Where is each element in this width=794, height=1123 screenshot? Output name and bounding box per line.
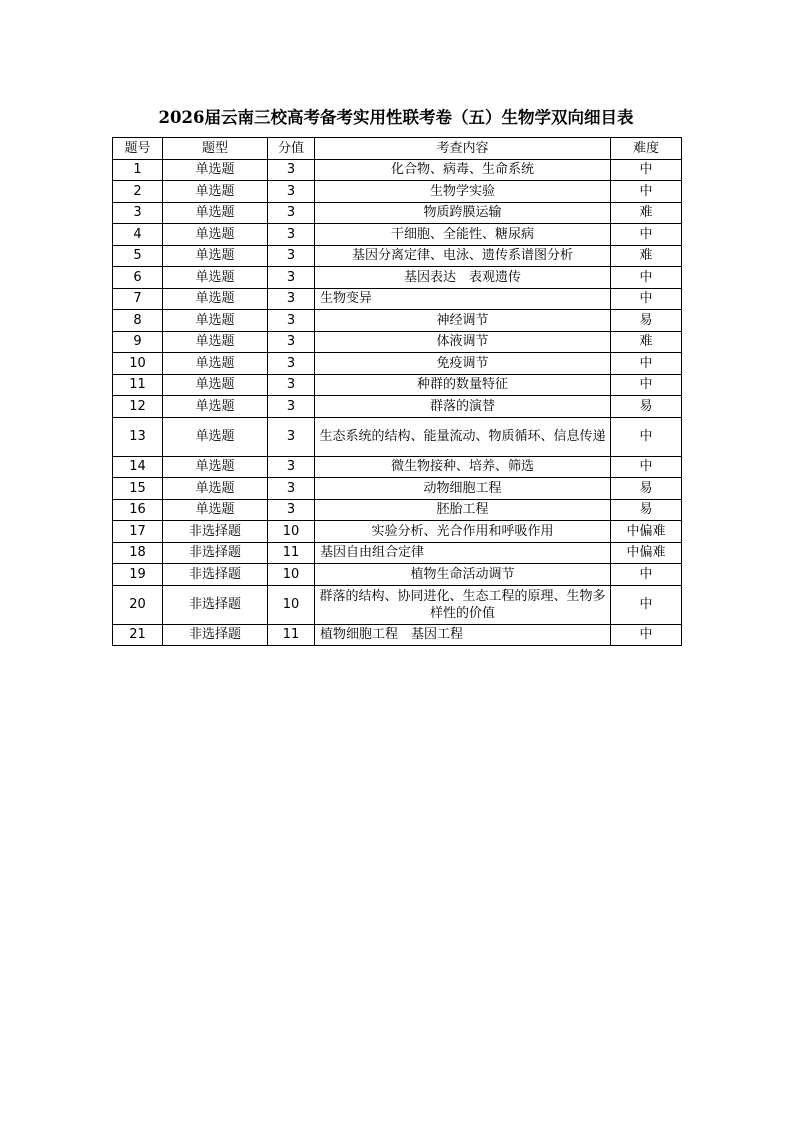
table-row <box>113 331 682 353</box>
cell-content: 植物细胞工程 基因工程 <box>315 624 611 646</box>
cell-difficulty: 难 <box>611 202 682 224</box>
cell-type: 单选题 <box>163 310 268 332</box>
cell-difficulty: 中 <box>611 267 682 289</box>
cell-content: 化合物、病毒、生命系统 <box>315 159 611 181</box>
cell-type: 单选题 <box>163 245 268 267</box>
cell-difficulty: 中 <box>611 374 682 396</box>
table-row <box>113 374 682 396</box>
table-row <box>113 224 682 246</box>
table-row <box>113 396 682 418</box>
cell-type: 单选题 <box>163 331 268 353</box>
cell-no: 20 <box>113 585 163 624</box>
cell-no: 14 <box>113 456 163 478</box>
cell-no: 11 <box>113 374 163 396</box>
table-row <box>113 288 682 310</box>
cell-difficulty: 中 <box>611 564 682 586</box>
cell-content: 生态系统的结构、能量流动、物质循环、信息传递 <box>315 417 611 456</box>
cell-content: 动物细胞工程 <box>315 478 611 500</box>
cell-type: 单选题 <box>163 396 268 418</box>
cell-no: 9 <box>113 331 163 353</box>
cell-score: 3 <box>268 353 315 375</box>
cell-no: 13 <box>113 417 163 456</box>
cell-difficulty: 中 <box>611 224 682 246</box>
document-title: 2026届云南三校高考备考实用性联考卷（五）生物学双向细目表 <box>158 108 634 127</box>
cell-content: 基因自由组合定律 <box>315 542 611 564</box>
cell-type: 单选题 <box>163 499 268 521</box>
cell-score: 3 <box>268 478 315 500</box>
cell-type: 单选题 <box>163 224 268 246</box>
table-row <box>113 542 682 564</box>
table-row <box>113 417 682 456</box>
cell-no: 6 <box>113 267 163 289</box>
cell-content: 生物学实验 <box>315 181 611 203</box>
cell-score: 3 <box>268 202 315 224</box>
cell-type: 单选题 <box>163 159 268 181</box>
cell-content: 植物生命活动调节 <box>315 564 611 586</box>
cell-content: 群落的结构、协同进化、生态工程的原理、生物多样性的价值 <box>315 585 611 624</box>
cell-score: 3 <box>268 159 315 181</box>
cell-type: 非选择题 <box>163 585 268 624</box>
cell-difficulty: 易 <box>611 499 682 521</box>
table-row <box>113 181 682 203</box>
cell-content: 微生物接种、培养、筛选 <box>315 456 611 478</box>
cell-score: 3 <box>268 456 315 478</box>
cell-content: 基因表达 表观遗传 <box>315 267 611 289</box>
table-row <box>113 585 682 624</box>
cell-score: 3 <box>268 288 315 310</box>
table-row <box>113 499 682 521</box>
cell-content: 种群的数量特征 <box>315 374 611 396</box>
table-row <box>113 521 682 543</box>
header-question-type: 题型 <box>163 138 268 160</box>
cell-content: 实验分析、光合作用和呼吸作用 <box>315 521 611 543</box>
cell-no: 12 <box>113 396 163 418</box>
cell-no: 17 <box>113 521 163 543</box>
cell-score: 3 <box>268 224 315 246</box>
table-row <box>113 159 682 181</box>
cell-score: 3 <box>268 331 315 353</box>
cell-type: 非选择题 <box>163 521 268 543</box>
cell-type: 单选题 <box>163 456 268 478</box>
cell-difficulty: 难 <box>611 331 682 353</box>
cell-type: 非选择题 <box>163 564 268 586</box>
cell-score: 3 <box>268 417 315 456</box>
cell-content: 生物变异 <box>315 288 611 310</box>
cell-difficulty: 中 <box>611 181 682 203</box>
cell-score: 10 <box>268 521 315 543</box>
cell-difficulty: 中 <box>611 417 682 456</box>
cell-type: 单选题 <box>163 478 268 500</box>
cell-score: 3 <box>268 245 315 267</box>
header-score: 分值 <box>268 138 315 160</box>
cell-content: 干细胞、全能性、糖尿病 <box>315 224 611 246</box>
cell-difficulty: 易 <box>611 478 682 500</box>
cell-score: 3 <box>268 374 315 396</box>
cell-no: 8 <box>113 310 163 332</box>
cell-difficulty: 中 <box>611 288 682 310</box>
cell-content: 免疫调节 <box>315 353 611 375</box>
cell-no: 16 <box>113 499 163 521</box>
cell-content: 群落的演替 <box>315 396 611 418</box>
table-row <box>113 456 682 478</box>
cell-difficulty: 难 <box>611 245 682 267</box>
cell-score: 3 <box>268 499 315 521</box>
cell-no: 19 <box>113 564 163 586</box>
cell-score: 3 <box>268 181 315 203</box>
cell-type: 单选题 <box>163 374 268 396</box>
header-difficulty: 难度 <box>611 138 682 160</box>
cell-type: 单选题 <box>163 267 268 289</box>
cell-difficulty: 中偏难 <box>611 542 682 564</box>
table-row <box>113 353 682 375</box>
cell-type: 单选题 <box>163 417 268 456</box>
cell-content: 物质跨膜运输 <box>315 202 611 224</box>
cell-no: 10 <box>113 353 163 375</box>
header-content: 考查内容 <box>315 138 611 160</box>
cell-no: 2 <box>113 181 163 203</box>
cell-difficulty: 中 <box>611 624 682 646</box>
cell-score: 3 <box>268 396 315 418</box>
cell-difficulty: 中 <box>611 159 682 181</box>
cell-score: 10 <box>268 585 315 624</box>
cell-content: 胚胎工程 <box>315 499 611 521</box>
cell-difficulty: 中 <box>611 456 682 478</box>
cell-no: 1 <box>113 159 163 181</box>
cell-difficulty: 中 <box>611 353 682 375</box>
cell-content: 体液调节 <box>315 331 611 353</box>
table-row <box>113 478 682 500</box>
table-row <box>113 310 682 332</box>
cell-type: 单选题 <box>163 181 268 203</box>
cell-score: 3 <box>268 267 315 289</box>
table-row <box>113 245 682 267</box>
cell-no: 4 <box>113 224 163 246</box>
cell-no: 15 <box>113 478 163 500</box>
table-row <box>113 564 682 586</box>
cell-type: 单选题 <box>163 353 268 375</box>
cell-content: 基因分离定律、电泳、遗传系谱图分析 <box>315 245 611 267</box>
cell-no: 3 <box>113 202 163 224</box>
cell-type: 单选题 <box>163 288 268 310</box>
cell-score: 10 <box>268 564 315 586</box>
cell-difficulty: 中 <box>611 585 682 624</box>
specification-table <box>112 137 682 646</box>
cell-no: 18 <box>113 542 163 564</box>
cell-score: 11 <box>268 624 315 646</box>
cell-type: 非选择题 <box>163 624 268 646</box>
cell-content: 神经调节 <box>315 310 611 332</box>
table-row <box>113 267 682 289</box>
cell-no: 21 <box>113 624 163 646</box>
cell-score: 11 <box>268 542 315 564</box>
cell-type: 非选择题 <box>163 542 268 564</box>
cell-type: 单选题 <box>163 202 268 224</box>
cell-no: 5 <box>113 245 163 267</box>
table-row <box>113 624 682 646</box>
header-question-no: 题号 <box>113 138 163 160</box>
cell-difficulty: 易 <box>611 396 682 418</box>
cell-score: 3 <box>268 310 315 332</box>
cell-difficulty: 易 <box>611 310 682 332</box>
table-row <box>113 202 682 224</box>
table-header-row <box>113 138 682 160</box>
cell-no: 7 <box>113 288 163 310</box>
cell-difficulty: 中偏难 <box>611 521 682 543</box>
